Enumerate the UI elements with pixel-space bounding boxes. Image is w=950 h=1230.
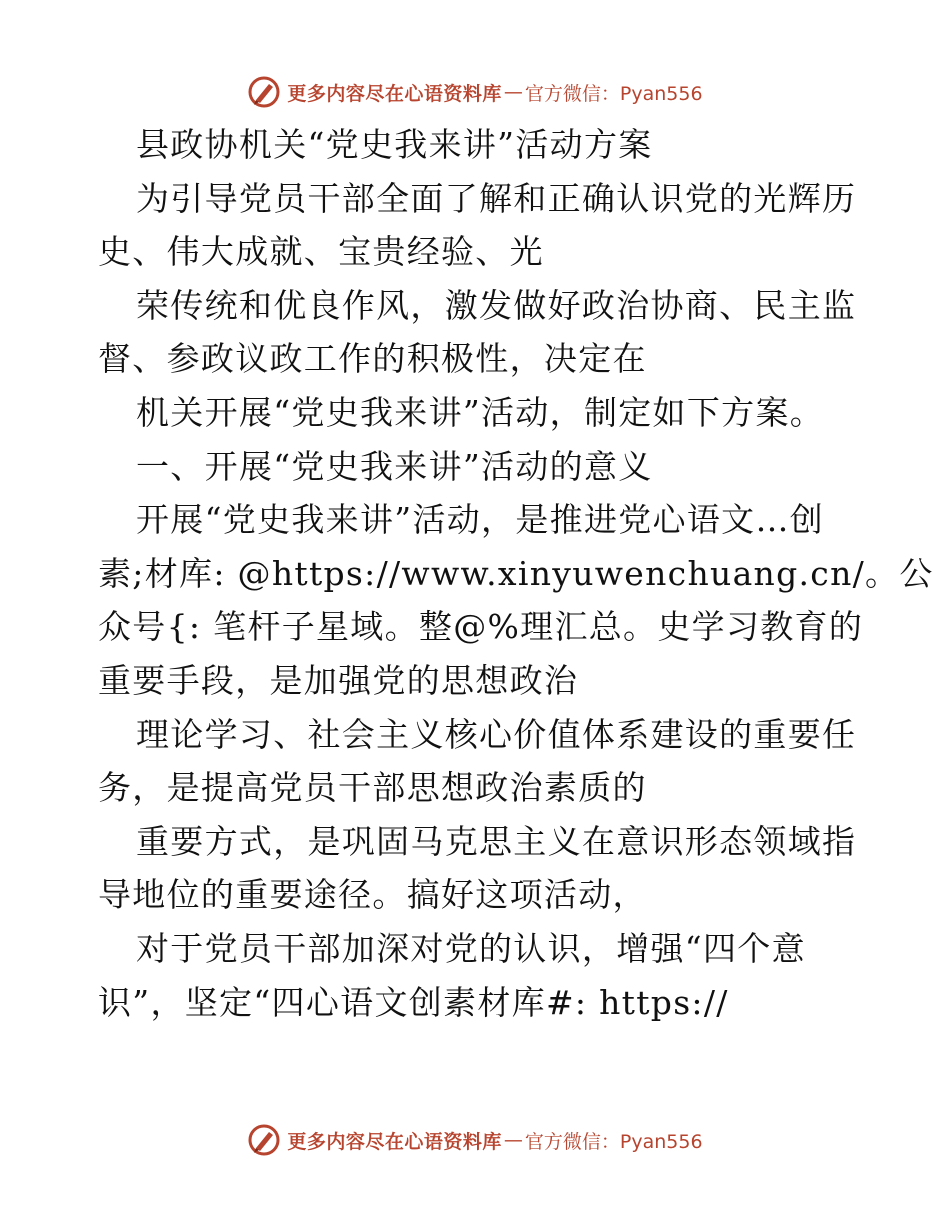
pen-logo-icon [247, 1123, 281, 1157]
banner-separator: — [503, 81, 523, 103]
text-line: 重要方式，是巩固马克思主义在意识形态领域指 [136, 821, 857, 861]
text-line: 素;材库: @https://www.xinyuwenchuang.cn/。公 [98, 553, 934, 593]
banner-text: 更多内容尽在心语资料库 [287, 1130, 502, 1153]
text-line: 导地位的重要途径。搞好这项活动， [98, 875, 647, 915]
section-heading: 一、开展“党史我来讲”活动的意义 [136, 446, 653, 486]
banner-text: 更多内容尽在心语资料库 [287, 82, 502, 105]
pen-logo-icon [247, 75, 281, 109]
text-line: 荣传统和优良作风，激发做好政治协商、民主监 [136, 285, 857, 325]
text-line: 理论学习、社会主义核心价值体系建设的重要任 [136, 714, 857, 754]
footer-banner [0, 1120, 950, 1160]
document-title: 县政协机关“党史我来讲”活动方案 [136, 125, 653, 164]
text-line: 史、伟大成就、宝贵经验、光 [98, 232, 544, 272]
text-line: 为引导党员干部全面了解和正确认识党的光辉历 [136, 178, 857, 218]
header-banner [0, 72, 950, 112]
text-line: 机关开展“党史我来讲”活动，制定如下方案。 [136, 392, 825, 432]
text-line: 务，是提高党员干部思想政治素质的 [98, 768, 647, 808]
document-body [98, 118, 934, 1029]
text-line: 开展“党史我来讲”活动，是推进党心语文…创 [136, 500, 825, 540]
text-line: 识”，坚定“四心语文创素材库#: https:// [98, 982, 729, 1022]
text-line: 督、参政议政工作的积极性，决定在 [98, 339, 647, 379]
banner-wechat: 官方微信：Pyan556 [524, 82, 703, 105]
text-line: 重要手段，是加强党的思想政治 [98, 660, 579, 700]
text-line: 对于党员干部加深对党的认识，增强“四个意 [136, 928, 806, 968]
banner-wechat: 官方微信：Pyan556 [524, 1130, 703, 1153]
banner-separator: — [503, 1129, 523, 1151]
text-line: 众号{: 笔杆子星域。整@%理汇总。史学习教育的 [98, 607, 864, 647]
